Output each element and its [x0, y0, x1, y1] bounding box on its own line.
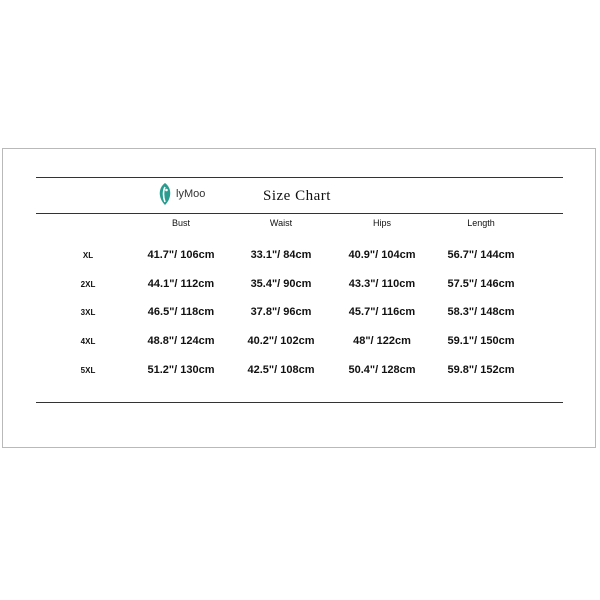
- table-cell: 42.5"/ 108cm: [247, 364, 315, 376]
- table-cell: 33.1"/ 84cm: [250, 249, 312, 261]
- page-title: Size Chart: [263, 188, 331, 204]
- table-cell: 59.1"/ 150cm: [447, 335, 515, 347]
- table-cell: 43.3"/ 110cm: [348, 278, 416, 290]
- header-divider: [36, 213, 563, 214]
- size-label: 2XL: [80, 280, 96, 289]
- bottom-rule: [36, 402, 563, 403]
- size-label: 5XL: [80, 366, 96, 375]
- table-cell: 48.8"/ 124cm: [147, 335, 215, 347]
- table-cell: 59.8"/ 152cm: [447, 364, 515, 376]
- table-cell: 58.3"/ 148cm: [447, 306, 515, 318]
- table-cell: 44.1"/ 112cm: [147, 278, 215, 290]
- size-label: XL: [82, 251, 94, 260]
- table-cell: 46.5"/ 118cm: [147, 306, 215, 318]
- brand-leaf-icon: [157, 182, 173, 206]
- table-cell: 40.9"/ 104cm: [348, 249, 416, 261]
- table-cell: 48"/ 122cm: [353, 335, 411, 347]
- table-cell: 51.2"/ 130cm: [147, 364, 215, 376]
- column-header-length: Length: [467, 218, 495, 228]
- table-cell: 40.2"/ 102cm: [247, 335, 315, 347]
- size-label: 3XL: [80, 308, 96, 317]
- size-label: 4XL: [80, 337, 96, 346]
- table-cell: 35.4"/ 90cm: [250, 278, 312, 290]
- table-cell: 57.5"/ 146cm: [447, 278, 515, 290]
- column-header-waist: Waist: [269, 218, 293, 228]
- brand-name: lyMoo: [176, 188, 206, 200]
- table-cell: 41.7"/ 106cm: [147, 249, 215, 261]
- table-cell: 50.4"/ 128cm: [348, 364, 416, 376]
- table-cell: 45.7"/ 116cm: [348, 306, 416, 318]
- column-header-hips: Hips: [372, 218, 392, 228]
- brand-logo: [157, 182, 205, 206]
- column-header-bust: Bust: [171, 218, 191, 228]
- table-cell: 37.8"/ 96cm: [250, 306, 312, 318]
- top-rule: [36, 177, 563, 178]
- table-cell: 56.7"/ 144cm: [447, 249, 515, 261]
